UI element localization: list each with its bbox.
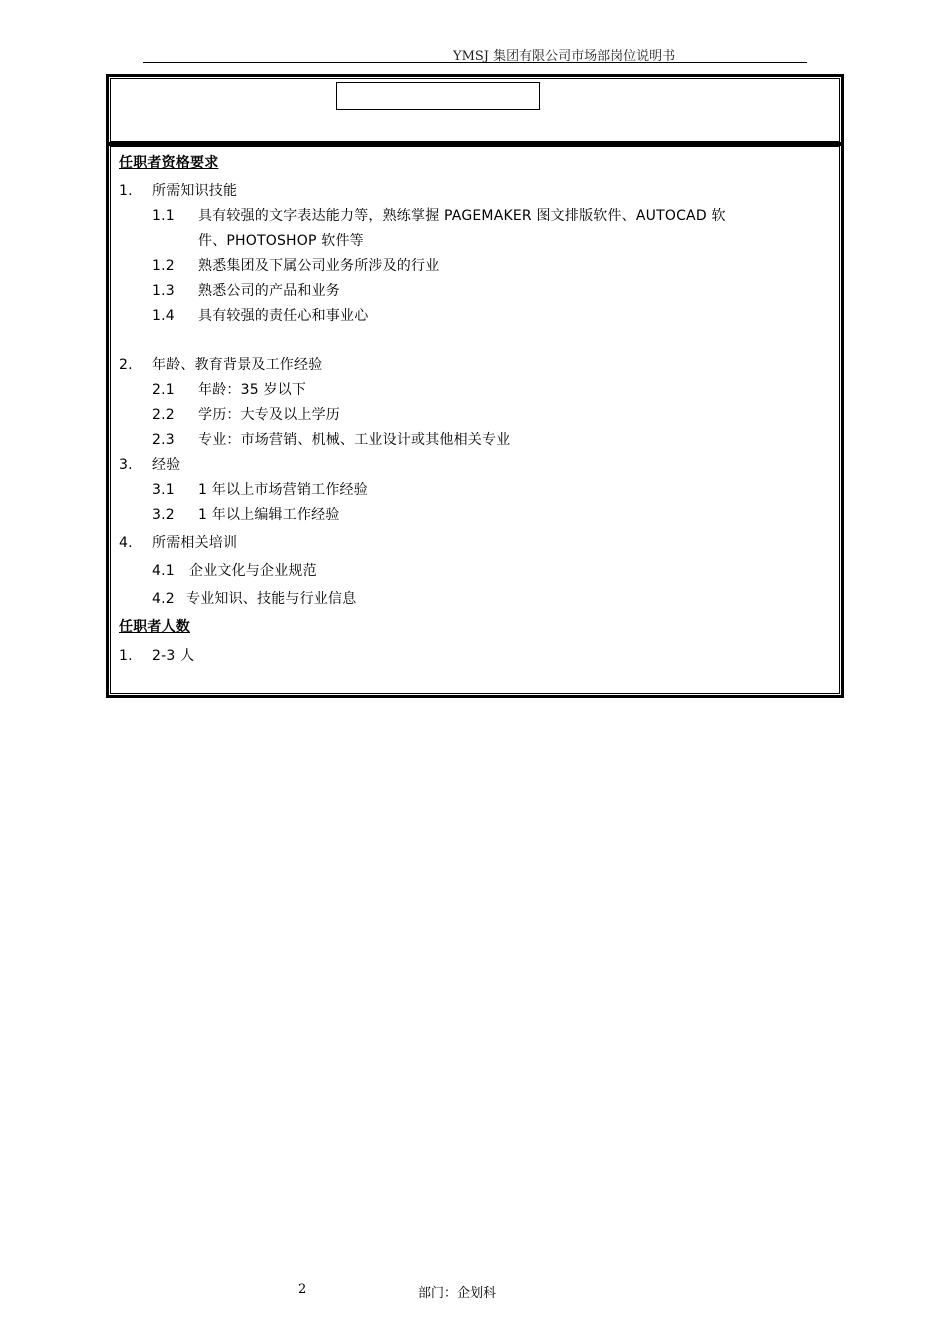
item-text: 具有较强的责任心和事业心 xyxy=(198,308,369,324)
section-title: 所需相关培训 xyxy=(152,535,238,551)
item-text: 企业文化与企业规范 xyxy=(189,563,317,579)
item-text: 1 年以上市场营销工作经验 xyxy=(198,482,368,498)
section-title: 经验 xyxy=(152,457,181,473)
item-text: 专业：市场营销、机械、工业设计或其他相关专业 xyxy=(198,432,511,448)
item-number: 1.3 xyxy=(152,283,175,299)
section-title: 年龄、教育背景及工作经验 xyxy=(152,357,323,373)
item-number: 1.1 xyxy=(152,208,175,224)
item-text: 熟悉公司的产品和业务 xyxy=(198,283,340,299)
section-number: 2. xyxy=(119,357,133,373)
item-text: 学历：大专及以上学历 xyxy=(198,407,340,423)
section-title: 所需知识技能 xyxy=(152,183,238,199)
headcount-heading: 任职者人数 xyxy=(119,619,190,635)
empty-field-box xyxy=(336,82,540,110)
item-text: 熟悉集团及下属公司业务所涉及的行业 xyxy=(198,258,440,274)
item-text-continued: 件、PHOTOSHOP 软件等 xyxy=(198,233,364,249)
header-rule xyxy=(143,62,807,63)
item-number: 2.2 xyxy=(152,407,175,423)
footer-department: 部门：企划科 xyxy=(418,1286,497,1301)
item-number: 4.2 xyxy=(152,591,175,607)
page-number: 2 xyxy=(298,1282,307,1297)
item-number: 3.2 xyxy=(152,507,175,523)
headcount-text: 2-3 人 xyxy=(152,648,195,664)
item-text: 年龄：35 岁以下 xyxy=(198,382,307,398)
item-text: 专业知识、技能与行业信息 xyxy=(186,591,357,607)
section-number: 4. xyxy=(119,535,133,551)
qualifications-heading: 任职者资格要求 xyxy=(119,155,219,171)
document-header-title: YMSJ 集团有限公司市场部岗位说明书 xyxy=(453,49,676,64)
item-number: 2.1 xyxy=(152,382,175,398)
section-number: 1. xyxy=(119,183,133,199)
section-number: 3. xyxy=(119,457,133,473)
item-number: 1.2 xyxy=(152,258,175,274)
item-number: 4.1 xyxy=(152,563,175,579)
item-number: 1.4 xyxy=(152,308,175,324)
item-number: 2.3 xyxy=(152,432,175,448)
item-text: 1 年以上编辑工作经验 xyxy=(198,507,340,523)
headcount-number: 1. xyxy=(119,648,133,664)
item-text: 具有较强的文字表达能力等，熟练掌握 PAGEMAKER 图文排版软件、AUTOCAD 软 xyxy=(198,208,726,224)
item-number: 3.1 xyxy=(152,482,175,498)
